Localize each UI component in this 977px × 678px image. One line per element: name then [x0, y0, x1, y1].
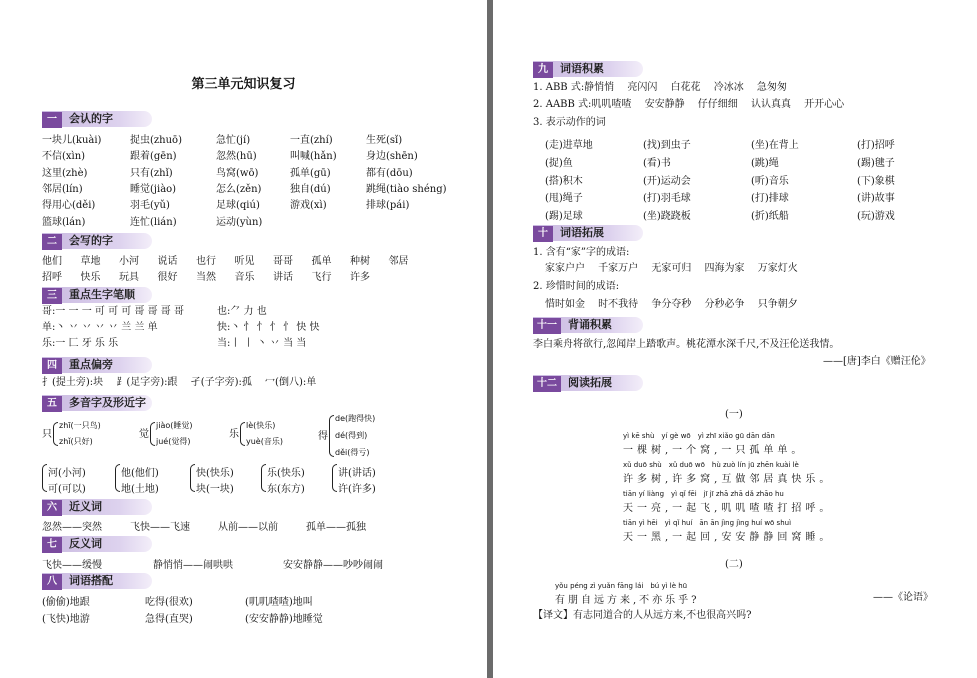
- brace-icon: [42, 464, 47, 492]
- reading-part-2: (二): [725, 559, 743, 570]
- section-label: 反义词: [69, 537, 102, 550]
- recognize-word: 怎么(zěn): [216, 183, 262, 195]
- recognize-word: 叫喊(hǎn): [290, 151, 337, 163]
- section-header-10: [533, 225, 643, 241]
- recognize-word: 鸟窝(wō): [216, 167, 259, 179]
- section-label: 阅读拓展: [568, 376, 612, 389]
- write-word: 听见: [234, 256, 255, 267]
- synonym-pair: 忽然——突然: [42, 522, 102, 533]
- polyphone-reading: zhǐ(只好): [59, 437, 93, 446]
- polyphone-char: 觉: [139, 429, 149, 440]
- write-word: 他们: [42, 256, 62, 267]
- synonym-pair: 飞快——飞速: [130, 522, 190, 533]
- brace-icon: [190, 464, 195, 492]
- verb-phrase: (打)排球: [751, 193, 789, 205]
- collocation-item: (飞快)地游: [42, 614, 90, 625]
- antonym-pair: 静悄悄——闹哄哄: [153, 560, 233, 571]
- recognize-word: 游戏(xì): [290, 200, 327, 212]
- write-word: 邻居: [388, 256, 409, 267]
- recognize-word: 身边(shēn): [366, 151, 418, 163]
- similar-word: 他(他们): [121, 468, 159, 479]
- poem-line: 天一亮,一起飞,叽叽喳喳打招呼。: [623, 503, 834, 514]
- verb-phrase: (坐)在背上: [751, 140, 799, 151]
- verb-phrase: (听)音乐: [751, 175, 789, 187]
- section-header-9: [533, 61, 643, 77]
- verb-title: 3. 表示动作的词: [533, 117, 606, 128]
- section-number: 三: [42, 288, 62, 304]
- write-word: 当然: [196, 272, 216, 283]
- collocation-item: (安安静静)地睡觉: [245, 614, 323, 625]
- section-label: 背诵积累: [568, 318, 612, 331]
- recognize-word: 都有(dōu): [366, 167, 413, 179]
- write-word: 哥哥: [273, 256, 293, 267]
- polyphone-char: 乐: [229, 429, 239, 440]
- section-label: 重点偏旁: [69, 358, 113, 371]
- polyphone-reading: lè(快乐): [246, 421, 276, 430]
- collocation-item: (偷偷)地跟: [42, 597, 90, 608]
- right-page: [493, 0, 977, 678]
- similar-word: 快(快乐): [196, 468, 234, 479]
- section-header-11: [533, 317, 643, 333]
- synonym-pair: 从前——以前: [218, 522, 278, 533]
- brace-icon: [115, 464, 120, 492]
- verb-phrase: (找)到虫子: [643, 140, 691, 151]
- similar-word: 河(小河): [48, 468, 86, 479]
- section-label: 会认的字: [69, 112, 113, 125]
- section-header-12: [533, 375, 643, 391]
- poem-pinyin: tiān yì hēi yì qǐ huí ān ān jìng jìng huí wō shuì: [623, 519, 792, 527]
- expand-title-2: 2. 珍惜时间的成语:: [533, 281, 620, 292]
- poem-pinyin: tiān yí liàng yì qǐ fēi jī jī zhā zhā dǎ zhāo hu: [623, 490, 784, 498]
- poem-line: 许多树,许多窝,互做邻居真快乐。: [623, 474, 834, 485]
- write-word: 孤单: [311, 256, 332, 267]
- verb-phrase: (踢)足球: [545, 211, 583, 223]
- poem-line: 天一黑,一起回,安安静静回窝睡。: [623, 532, 834, 543]
- recognize-word: 这里(zhè): [42, 167, 88, 179]
- similar-word: 讲(讲话): [338, 468, 376, 479]
- write-word: 讲话: [273, 272, 293, 283]
- section-number: 四: [42, 358, 62, 374]
- similar-word: 乐(快乐): [267, 468, 305, 479]
- expand-line-2: 惜时如金 时不我待 争分夺秒 分秒必争 只争朝夕: [545, 299, 798, 310]
- recognize-word: 邻居(lín): [42, 183, 83, 195]
- recognize-word: 跟着(gēn): [130, 151, 177, 163]
- brace-icon: [53, 422, 58, 446]
- write-word: 很好: [157, 272, 178, 283]
- section-number: 十: [533, 226, 553, 242]
- section-label: 词语拓展: [560, 226, 604, 239]
- antonym-pair: 飞快——缓慢: [42, 560, 102, 571]
- section-label: 重点生字笔顺: [69, 288, 135, 301]
- polyphone-char: 得: [318, 431, 328, 442]
- section-header-2: [42, 233, 152, 249]
- section-number: 十二: [533, 376, 561, 392]
- brace-icon: [150, 422, 155, 446]
- section-header-5: [42, 395, 152, 411]
- recognize-word: 忽然(hū): [216, 151, 257, 163]
- polyphone-reading: jué(觉得): [156, 437, 191, 446]
- section-number: 六: [42, 500, 62, 516]
- verb-phrase: (开)运动会: [643, 175, 691, 187]
- section-number: 七: [42, 537, 62, 553]
- section-number: 二: [42, 234, 62, 250]
- section-number: 十一: [533, 318, 561, 334]
- stroke-order-line: 快:丶 忄 忄 忄 忄 快 快: [217, 322, 320, 333]
- polyphone-reading: yuè(音乐): [246, 437, 283, 446]
- recognize-word: 一块儿(kuài): [42, 135, 102, 146]
- section-header-3: [42, 287, 152, 303]
- section-label: 词语搭配: [69, 574, 113, 587]
- section-number: 一: [42, 112, 62, 128]
- recognize-word: 生死(sǐ): [366, 135, 403, 146]
- section-number: 八: [42, 574, 62, 590]
- recognize-word: 不信(xìn): [42, 151, 86, 163]
- brace-icon: [329, 415, 334, 457]
- verb-phrase: (打)羽毛球: [643, 193, 691, 205]
- write-word: 飞行: [311, 272, 332, 283]
- abb-line: 1. ABB 式:静悄悄 亮闪闪 白花花 冷冰冰 急匆匆: [533, 82, 787, 93]
- similar-word: 地(土地): [121, 484, 159, 495]
- aabb-line: 2. AABB 式:叽叽喳喳 安安静静 仔仔细细 认认真真 开开心心: [533, 99, 845, 110]
- similar-word: 东(东方): [267, 484, 305, 495]
- write-word: 种树: [350, 256, 370, 267]
- section-header-6: [42, 499, 152, 515]
- similar-word: 许(许多): [338, 484, 376, 495]
- quote-pinyin: yǒu péng zì yuǎn fāng lái bú yì lè hū: [555, 582, 688, 590]
- stroke-order-line: 当:丨 丨 丶 丷 当 当: [217, 338, 307, 349]
- recognize-word: 运动(yùn): [216, 216, 263, 228]
- verb-phrase: (搭)积木: [545, 175, 583, 187]
- section-label: 词语积累: [560, 62, 604, 75]
- similar-word: 块(一块): [196, 484, 234, 495]
- poem-pinyin: xǔ duō shù xǔ duō wō hù zuò lín jū zhēn kuài lè: [623, 461, 799, 469]
- polyphone-reading: zhī(一只鸟): [59, 421, 101, 430]
- recognize-word: 急忙(jí): [216, 135, 251, 146]
- section-label: 近义词: [69, 500, 102, 513]
- write-word: 许多: [350, 272, 370, 283]
- recognize-word: 睡觉(jiào): [130, 183, 177, 195]
- section-header-1: [42, 111, 152, 127]
- verb-phrase: (下)象棋: [857, 175, 895, 187]
- verb-phrase: (甩)绳子: [545, 193, 583, 205]
- expand-line-1: 家家户户 千家万户 无家可归 四海为家 万家灯火: [545, 263, 798, 274]
- write-word: 草地: [80, 256, 101, 267]
- recognize-word: 跳绳(tiào shéng): [366, 183, 447, 195]
- recognize-word: 篮球(lán): [42, 216, 86, 228]
- poem-pinyin: yì kē shù yí gè wō yì zhī xiǎo gū dān dān: [623, 432, 775, 440]
- quote-text: 有朋自远方来,不亦乐乎?: [555, 595, 700, 606]
- recite-text: 李白乘舟将欲行,忽闻岸上踏歌声。桃花潭水深千尺,不及汪伦送我情。: [533, 339, 840, 350]
- polyphone-reading: děi(得亏): [335, 448, 370, 457]
- collocation-item: 吃得(很欢): [145, 597, 193, 608]
- recite-source: ——[唐]李白《赠汪伦》: [823, 356, 931, 367]
- stroke-order-line: 也:⺈ 力 也: [217, 306, 267, 317]
- section-number: 九: [533, 62, 553, 78]
- brace-icon: [261, 464, 266, 492]
- polyphone-reading: jiào(睡觉): [156, 421, 193, 430]
- section-header-4: [42, 357, 152, 373]
- section-header-7: [42, 536, 152, 552]
- stroke-order-line: 哥:一 一 一 可 可 可 哥 哥 哥 哥: [42, 306, 184, 317]
- verb-phrase: (走)进草地: [545, 140, 593, 151]
- write-word: 玩具: [119, 272, 139, 283]
- polyphone-reading: de(跑得快): [335, 414, 376, 423]
- polyphone-char: 只: [42, 429, 52, 440]
- section-label: 多音字及形近字: [69, 396, 146, 409]
- recognize-word: 排球(pái): [366, 200, 410, 212]
- expand-title-1: 1. 含有“家”字的成语:: [533, 247, 630, 258]
- write-word: 音乐: [234, 272, 255, 283]
- brace-icon: [240, 422, 245, 446]
- verb-phrase: (讲)故事: [857, 193, 895, 205]
- section-number: 五: [42, 396, 62, 412]
- write-word: 也行: [196, 256, 216, 267]
- recognize-word: 一直(zhí): [290, 135, 333, 146]
- verb-phrase: (看)书: [643, 157, 671, 169]
- page-title: 第三单元知识复习: [191, 77, 296, 92]
- write-word: 说话: [157, 256, 178, 267]
- write-word: 招呼: [42, 272, 62, 283]
- collocation-item: 急得(直哭): [145, 614, 193, 625]
- polyphone-reading: dé(得到): [335, 431, 368, 440]
- left-page: [0, 0, 487, 678]
- synonym-pair: 孤单——孤独: [306, 522, 366, 533]
- reading-part-1: (一): [725, 409, 743, 420]
- recognize-word: 连忙(lián): [130, 216, 177, 228]
- verb-phrase: (捉)鱼: [545, 157, 573, 169]
- verb-phrase: (折)纸船: [751, 211, 789, 223]
- recognize-word: 足球(qiú): [216, 200, 260, 212]
- recognize-word: 羽毛(yǔ): [130, 200, 170, 212]
- recognize-word: 捉虫(zhuō): [130, 135, 182, 146]
- recognize-word: 得用心(děi): [42, 200, 96, 212]
- recognize-word: 独自(dú): [290, 183, 331, 195]
- recognize-word: 只有(zhǐ): [130, 167, 173, 179]
- verb-phrase: (玩)游戏: [857, 211, 895, 223]
- verb-phrase: (坐)跷跷板: [643, 211, 691, 223]
- verb-phrase: (打)招呼: [857, 140, 895, 151]
- write-word: 小河: [119, 256, 139, 267]
- recognize-word: 孤单(gū): [290, 167, 331, 179]
- verb-phrase: (踢)毽子: [857, 157, 895, 169]
- radicals-line: 扌(提土旁):块 ⻊(足字旁):跟 孑(子字旁):孤 冖(倒八):单: [42, 377, 317, 388]
- stroke-order-line: 乐:一 匚 牙 乐 乐: [42, 338, 119, 349]
- similar-word: 可(可以): [48, 484, 86, 495]
- translation: 【译文】有志同道合的人从远方来,不也很高兴吗?: [533, 610, 752, 621]
- stroke-order-line: 单:丶 丷 丷 丷 丷 兰 兰 单: [42, 322, 158, 333]
- poem-line: 一棵树,一个窝,一只孤单单。: [623, 445, 806, 456]
- collocation-item: (叽叽喳喳)地叫: [245, 597, 313, 608]
- antonym-pair: 安安静静——吵吵闹闹: [283, 560, 383, 571]
- section-label: 会写的字: [69, 234, 113, 247]
- quote-source: ——《论语》: [873, 592, 933, 603]
- section-header-8: [42, 573, 152, 589]
- write-word: 快乐: [80, 272, 101, 283]
- brace-icon: [332, 464, 337, 492]
- verb-phrase: (跳)绳: [751, 157, 779, 169]
